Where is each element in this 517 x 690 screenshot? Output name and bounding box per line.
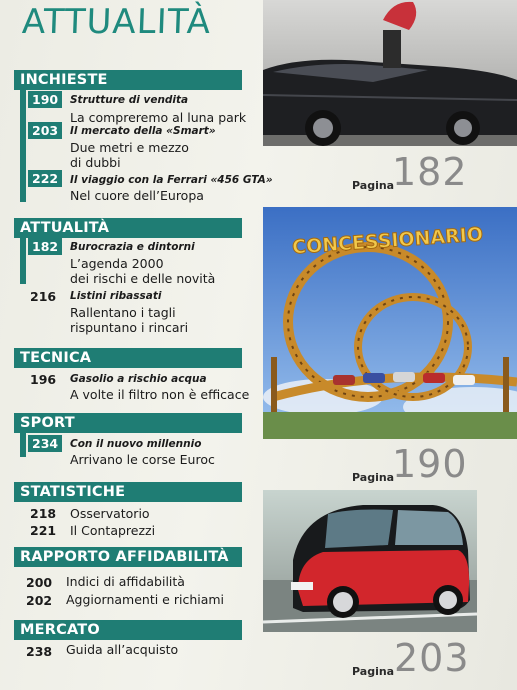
item-page-number: 218	[30, 506, 57, 521]
pagina-label: Pagina	[352, 471, 395, 484]
item-page-number: 203	[28, 122, 62, 139]
section-rule	[20, 90, 26, 202]
item-title: dei rischi e delle novità	[70, 271, 216, 286]
concessionario-sign: CONCESSIONARIO	[291, 223, 484, 259]
section-heading-inchieste: INCHIESTE	[14, 70, 242, 90]
item-kicker: Il viaggio con la Ferrari «456 GTA»	[70, 174, 273, 186]
item-title: Rallentano i tagli	[70, 305, 176, 320]
item-title: La compreremo al luna park	[70, 110, 247, 125]
item-title: Indici di affidabilità	[66, 574, 185, 589]
concessionario-rollercoaster-photo	[263, 207, 517, 439]
item-page-number: 221	[30, 523, 57, 538]
item-title: Osservatorio	[70, 506, 150, 521]
item-page-number: 216	[30, 289, 57, 304]
section-heading-attualita: ATTUALITÀ	[14, 218, 242, 238]
item-kicker: Strutture di vendita	[70, 94, 189, 106]
item-title: Aggiornamenti e richiami	[66, 592, 225, 607]
section-heading-mercato: MERCATO	[14, 620, 242, 640]
item-title: di dubbi	[70, 155, 121, 170]
section-heading-tecnica: TECNICA	[14, 348, 242, 368]
item-title: rispuntano i rincari	[70, 320, 189, 335]
item-kicker: Burocrazia e dintorni	[70, 241, 195, 253]
item-title: Il Contaprezzi	[70, 523, 156, 538]
item-page-number: 200	[26, 575, 53, 590]
item-page-number: 202	[26, 593, 53, 608]
item-title: Nel cuore dell’Europa	[70, 188, 204, 203]
item-title: Guida all’acquisto	[66, 642, 179, 657]
item-title: L’agenda 2000	[70, 256, 164, 271]
item-page-number: 196	[30, 372, 57, 387]
section-rule	[20, 238, 26, 284]
pagina-label: Pagina	[352, 179, 395, 192]
item-page-number: 182	[28, 238, 62, 255]
pagina-label: Pagina	[352, 665, 395, 678]
item-kicker: Listini ribassati	[70, 290, 162, 302]
pagina-number: 203	[394, 636, 470, 680]
smart-car-photo	[263, 490, 477, 632]
pagina-number: 190	[392, 442, 468, 486]
pagina-number: 182	[392, 150, 468, 194]
item-page-number: 222	[28, 170, 62, 187]
item-page-number: 238	[26, 644, 53, 659]
item-page-number: 234	[28, 435, 62, 452]
item-title: Due metri e mezzo	[70, 140, 189, 155]
item-kicker: Il mercato della «Smart»	[70, 125, 216, 137]
convertible-car-photo	[263, 0, 517, 146]
section-heading-rapporto-affidabilita: RAPPORTO AFFIDABILITÀ	[14, 547, 242, 567]
item-kicker: Gasolio a rischio acqua	[70, 373, 207, 385]
item-kicker: Con il nuovo millennio	[70, 438, 202, 450]
section-heading-statistiche: STATISTICHE	[14, 482, 242, 502]
item-title: Arrivano le corse Euroc	[70, 452, 215, 467]
section-heading-sport: SPORT	[14, 413, 242, 433]
item-page-number: 190	[28, 91, 62, 108]
section-rule	[20, 433, 26, 457]
item-title: A volte il filtro non è efficace	[70, 387, 250, 402]
page-title: ATTUALITÀ	[21, 2, 212, 42]
